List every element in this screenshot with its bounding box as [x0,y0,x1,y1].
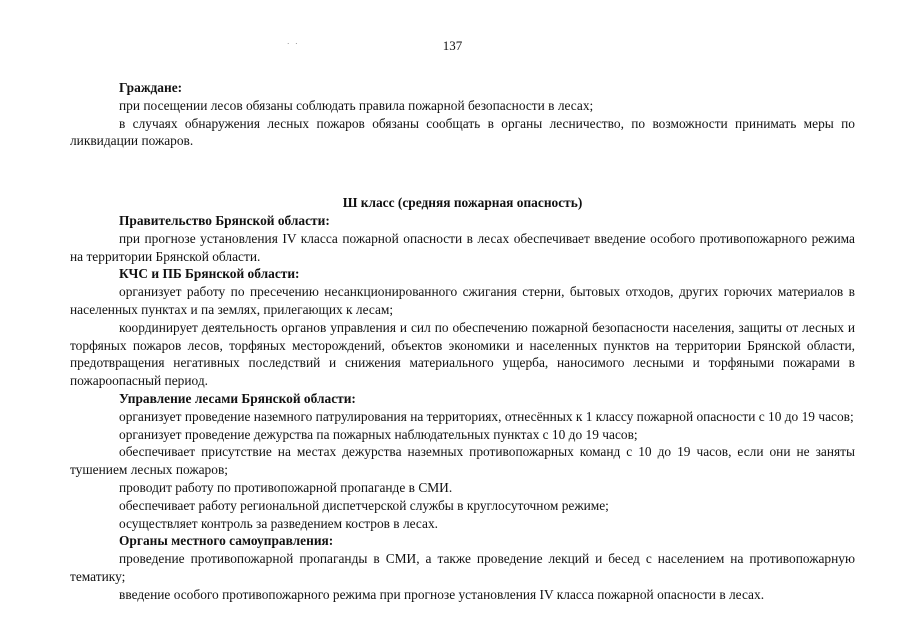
paragraph: проведение противопожарной пропаганды в СМИ, а также проведение лекций и бесед с населением на противопожарную тематику; [70,551,855,584]
section-heading-local-gov: Органы местного самоуправления: [119,533,334,549]
section-heading-kchs: КЧС и ПБ Брянской области: [119,266,300,282]
paragraph: организует проведение дежурства па пожарных наблюдательных пунктах с 10 до 19 часов; [119,426,638,442]
page-number: 137 [442,38,463,53]
paragraph: введение особого противопожарного режима при прогнозе установления IV класса пожарной опасности в лесах. [119,586,765,602]
paragraph: обеспечивает работу региональной диспетчерской службы в круглосуточном режиме; [119,497,609,513]
paragraph: организует проведение наземного патрулирования на территориях, отнесённых к 1 классу пожарной опасности с 10 до 19 часов; [119,408,854,424]
section-heading-government: Правительство Брянской области: [119,212,330,228]
paragraph: при прогнозе установления IV класса пожарной опасности в лесах обеспечивает введение особого противопожарного режима на территории Брянской области. [70,230,855,264]
fire-class-title: Ш класс (средняя пожарная опасность) [342,195,583,211]
paragraph: проводит работу по противопожарной пропаганде в СМИ. [119,479,453,495]
paragraph: в случаях обнаружения лесных пожаров обязаны сообщать в органы лесничество, по возможности принимать меры по ликвидации пожаров. [70,115,855,149]
scan-artifact: · · [287,40,300,48]
paragraph: координирует деятельность органов управления и сил по обеспечению пожарной безопасности населения, защиты от лесных и торфяных пожаров лесов, торфяных месторождений, объектов экономики и населенных пунктов на территории Брянской области, предотвращения негативных последствий и снижения материального ущерба, наносимого лесными и торфяными пожарами в пожароопасный период. [70,319,855,389]
paragraph: при посещении лесов обязаны соблюдать правила пожарной безопасности в лесах; [119,97,594,113]
section-heading-citizens: Граждане: [119,80,183,95]
paragraph: осуществляет контроль за разведением костров в лесах. [119,515,439,531]
section-heading-forestry: Управление лесами Брянской области: [119,390,356,406]
paragraph: обеспечивает присутствие на местах дежурства наземных противопожарных команд с 10 до 19 часов, если они не заняты тушением лесных пожаров; [70,444,855,478]
document-body [70,79,855,604]
paragraph: организует работу по пресечению несанкционированного сжигания стерни, бытовых отходов, других горючих материалов в населенных пунктах и па землях, прилегающих к лесам; [70,284,855,317]
